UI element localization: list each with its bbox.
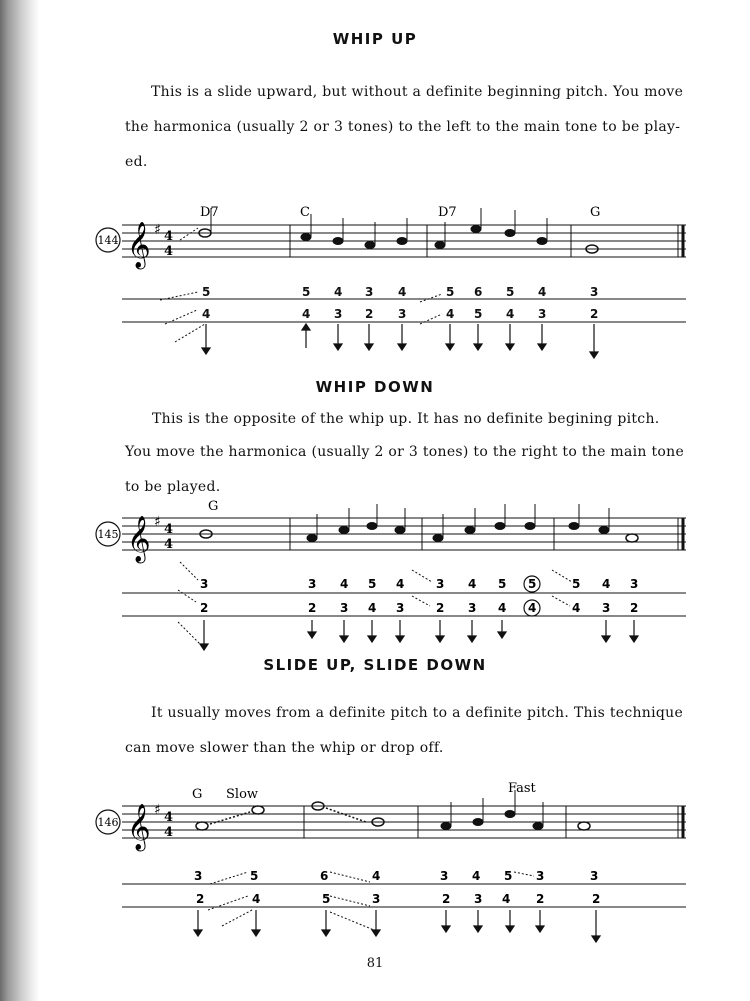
paragraph-line: ed. (125, 154, 148, 170)
tab-number: 2 (590, 307, 599, 321)
time-signature-bottom: 4 (164, 537, 174, 552)
tab-number: 3 (536, 869, 545, 883)
tab-number: 3 (630, 577, 639, 591)
tab-number: 5 (572, 577, 581, 591)
tab-number: 3 (440, 869, 449, 883)
tab-number: 3 (474, 892, 483, 906)
tab-number: 4 (396, 577, 405, 591)
music-staff-144 (0, 200, 750, 280)
music-staff-146 (0, 776, 750, 856)
time-signature-bottom: 4 (164, 825, 174, 840)
notes-measure-2 (301, 214, 407, 249)
sharp-sign-icon: ♯ (154, 222, 161, 238)
tab-number: 3 (372, 892, 381, 906)
treble-clef-icon: 𝄞 (127, 516, 151, 562)
tab-number: 3 (602, 601, 611, 615)
tab-number: 6 (320, 869, 329, 883)
tab-number: 2 (442, 892, 451, 906)
chord-label: C (300, 205, 310, 220)
time-signature-top: 4 (164, 810, 174, 825)
tab-number: 4 (302, 307, 311, 321)
chord-label: G (192, 787, 203, 802)
page-number: 81 (366, 956, 384, 971)
tempo-annotation-fast: Fast (508, 781, 536, 796)
tab-number: 4 (602, 577, 611, 591)
section-title-slide-up-down: SLIDE UP, SLIDE DOWN (263, 656, 487, 674)
section-title-whip-up: WHIP UP (332, 30, 418, 48)
example-number: 144 (97, 234, 119, 247)
example-number: 145 (97, 528, 119, 541)
tab-number: 3 (468, 601, 477, 615)
tab-number: 3 (200, 577, 209, 591)
tab-number: 2 (196, 892, 205, 906)
tab-number: 2 (200, 601, 209, 615)
tab-number: 3 (334, 307, 343, 321)
paragraph-line: the harmonica (usually 2 or 3 tones) to the left to the main tone to be play- (125, 119, 681, 135)
tab-number: 6 (474, 285, 483, 299)
tab-number: 5 (506, 285, 515, 299)
chord-label: G (208, 499, 219, 514)
tab-number: 3 (340, 601, 349, 615)
paragraph-line: to be played. (125, 479, 221, 495)
tab-number: 3 (590, 869, 599, 883)
tab-number: 4 (252, 892, 261, 906)
tab-number: 4 (528, 601, 537, 615)
harmonica-tab-146 (0, 860, 750, 944)
tab-number: 5 (250, 869, 259, 883)
tab-number: 3 (398, 307, 407, 321)
tab-number: 2 (536, 892, 545, 906)
music-staff-145 (0, 496, 750, 568)
tab-number: 5 (368, 577, 377, 591)
tab-number: 5 (474, 307, 483, 321)
tab-number: 4 (398, 285, 407, 299)
paragraph-line: You move the harmonica (usually 2 or 3 tones) to the right to the main tone (125, 444, 685, 460)
tab-number: 3 (590, 285, 599, 299)
tab-number: 4 (498, 601, 507, 615)
tab-number: 4 (506, 307, 515, 321)
tab-number: 4 (502, 892, 511, 906)
tab-number: 2 (630, 601, 639, 615)
tab-number: 3 (308, 577, 317, 591)
tab-number: 4 (572, 601, 581, 615)
tempo-annotation-slow: Slow (226, 787, 259, 802)
tab-number: 4 (538, 285, 547, 299)
harmonica-tab-145 (0, 560, 750, 656)
chord-label: D7 (200, 205, 219, 220)
time-signature-top: 4 (164, 229, 174, 244)
tab-number: 5 (528, 577, 537, 591)
treble-clef-icon: 𝄞 (127, 222, 151, 268)
tab-number: 5 (446, 285, 455, 299)
harmonica-tab-144 (0, 282, 750, 362)
paragraph-line: It usually moves from a definite pitch to a definite pitch. This technique (151, 705, 684, 721)
tab-number: 3 (396, 601, 405, 615)
tab-number: 5 (322, 892, 331, 906)
tab-number: 3 (194, 869, 203, 883)
chord-label: G (590, 205, 601, 220)
breath-arrows (194, 910, 600, 942)
example-number: 146 (97, 816, 119, 829)
tab-number: 4 (372, 869, 381, 883)
tab-number: 4 (340, 577, 349, 591)
tab-number: 4 (468, 577, 477, 591)
tab-number: 5 (202, 285, 211, 299)
tab-number: 3 (436, 577, 445, 591)
tab-number: 2 (592, 892, 601, 906)
tab-number: 2 (308, 601, 317, 615)
sharp-sign-icon: ♯ (154, 514, 161, 530)
time-signature-top: 4 (164, 522, 174, 537)
tab-number: 4 (202, 307, 211, 321)
tab-number: 5 (504, 869, 513, 883)
paragraph-line: can move slower than the whip or drop off. (125, 740, 444, 756)
notes-row-145 (307, 504, 609, 542)
tab-number: 4 (334, 285, 343, 299)
tab-number: 4 (368, 601, 377, 615)
tab-number: 2 (436, 601, 445, 615)
tab-number: 3 (538, 307, 547, 321)
time-signature-bottom: 4 (164, 244, 174, 259)
paragraph-line: This is the opposite of the whip up. It has no definite begining pitch. (152, 411, 660, 427)
tab-number: 4 (472, 869, 481, 883)
paragraph-line: This is a slide upward, but without a definite beginning pitch. You move (151, 84, 684, 100)
tab-number: 3 (365, 285, 374, 299)
breath-arrows (200, 620, 638, 650)
sharp-sign-icon: ♯ (154, 802, 161, 818)
tab-number: 5 (498, 577, 507, 591)
tab-number: 2 (365, 307, 374, 321)
tab-number: 4 (446, 307, 455, 321)
section-title-whip-down: WHIP DOWN (315, 378, 435, 396)
breath-arrows (202, 324, 598, 358)
treble-clef-icon: 𝄞 (127, 804, 151, 850)
chord-label: D7 (438, 205, 457, 220)
tab-number: 5 (302, 285, 311, 299)
